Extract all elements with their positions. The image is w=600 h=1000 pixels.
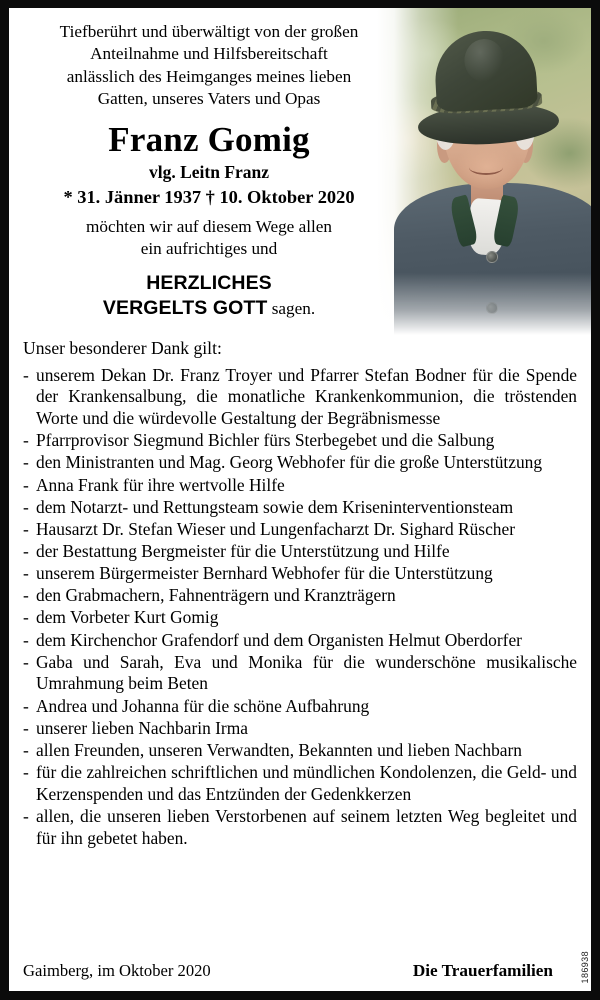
intro-paragraph [23,8,395,110]
place-and-date: Gaimberg, im Oktober 2020 [23,961,211,980]
thanks-item-text: - allen Freunden, unseren Verwandten, Bekannten und lieben Nachbarn [36,739,522,760]
thanks-item-text: - unserem Bürgermeister Bernhard Webhofer für die Unterstützung [36,563,493,584]
intro-line-1: Tiefberührt und überwältigt von der großen [59,22,359,41]
list-item [23,497,577,519]
reference-number: 186938 [580,950,590,983]
after-line-2: ein aufrichtiges und [140,239,278,259]
thanks-exclamation [23,271,395,322]
intro-line-4: Gatten, unseres Vaters und Opas [97,89,321,109]
list-item [23,696,577,718]
thanks-item-text: - den Grabmachern, Fahnenträgern und Kranzträgern [36,585,396,606]
thanks-exclamation-line-2-text: VERGELTS GOTT [102,297,268,320]
after-line-1: möchten wir auf diesem Wege allen [86,216,332,236]
thanks-item-text: - Andrea und Johanna für die schöne Aufbahrung [36,695,370,716]
list-item [23,541,577,563]
list-item [23,452,577,474]
notice-paper [9,8,591,991]
list-item [23,740,577,762]
list-item [23,585,577,607]
list-item [23,630,577,652]
thanks-item-text: - dem Kirchenchor Grafendorf und dem Organisten Helmut Oberdorfer [36,629,522,650]
list-item [23,607,577,629]
thanks-item-text: - unserem Dekan Dr. Franz Troyer und Pfarrer Stefan Bodner für die Spende der Krankensalbung, die monatliche Krankenkommunion, die tröstenden Worte und die würdevolle Gestaltung der Begräbnismesse [36,364,577,429]
deceased-name: Franz Gomig [108,120,310,160]
thanks-item-text: - Pfarrprovisor Siegmund Bichler fürs Sterbegebet und die Salbung [36,430,495,451]
thanks-item-text: - unserer lieben Nachbarin Irma [36,717,248,738]
list-item [23,762,577,805]
list-item [23,430,577,452]
intro-line-3: anlässlich des Heimganges meines lieben [66,66,352,86]
thanks-item-text: - allen, die unseren lieben Verstorbenen auf seinem letzten Weg begleitet und für ihn gebetet haben. [36,805,577,848]
thanks-item-text: - Anna Frank für ihre wertvolle Hilfe [36,474,285,495]
signature-line: Die Trauerfamilien [412,961,553,980]
thanks-item-text: - den Ministranten und Mag. Georg Webhofer für die große Unterstützung [36,452,543,473]
thanks-exclamation-tail: sagen. [267,299,316,319]
thanks-item-text: - Hausarzt Dr. Stefan Wieser und Lungenfacharzt Dr. Sighard Rüscher [36,518,515,539]
thanks-exclamation-line-1: HERZLICHES [146,271,272,294]
list-item [23,475,577,497]
thanks-item-text: - Gaba und Sarah, Eva und Monika für die wunderschöne musikalische Umrahmung beim Beten [36,651,577,694]
notice-footer [23,961,577,981]
intro-line-2: Anteilnahme und Hilfsbereitschaft [90,44,328,64]
thanks-item-text: - für die zahlreichen schriftlichen und mündlichen Kondolenzen, die Geld- und Kerzenspenden und das Entzünden der Gedenkkerzen [36,762,577,804]
list-item [23,365,577,430]
thanks-exclamation-line-2 [23,296,395,321]
list-item [23,563,577,585]
deceased-nickname: vlg. Leitn Franz [148,161,270,182]
list-item [23,652,577,695]
thanks-item-text: - dem Notarzt- und Rettungsteam sowie dem Kriseninterventionsteam [36,496,514,517]
life-dates: * 31. Jänner 1937 † 10. Oktober 2020 [63,186,355,207]
list-item [23,718,577,740]
notice-content [9,8,591,991]
thanks-item-text: - der Bestattung Bergmeister für die Unterstützung und Hilfe [36,540,450,561]
list-item [23,806,577,849]
thanks-heading: Unser besonderer Dank gilt: [23,337,222,358]
thanks-item-text: - dem Vorbeter Kurt Gomig [36,607,219,628]
list-item [23,519,577,541]
after-paragraph [23,216,395,261]
thanks-list [23,365,577,849]
